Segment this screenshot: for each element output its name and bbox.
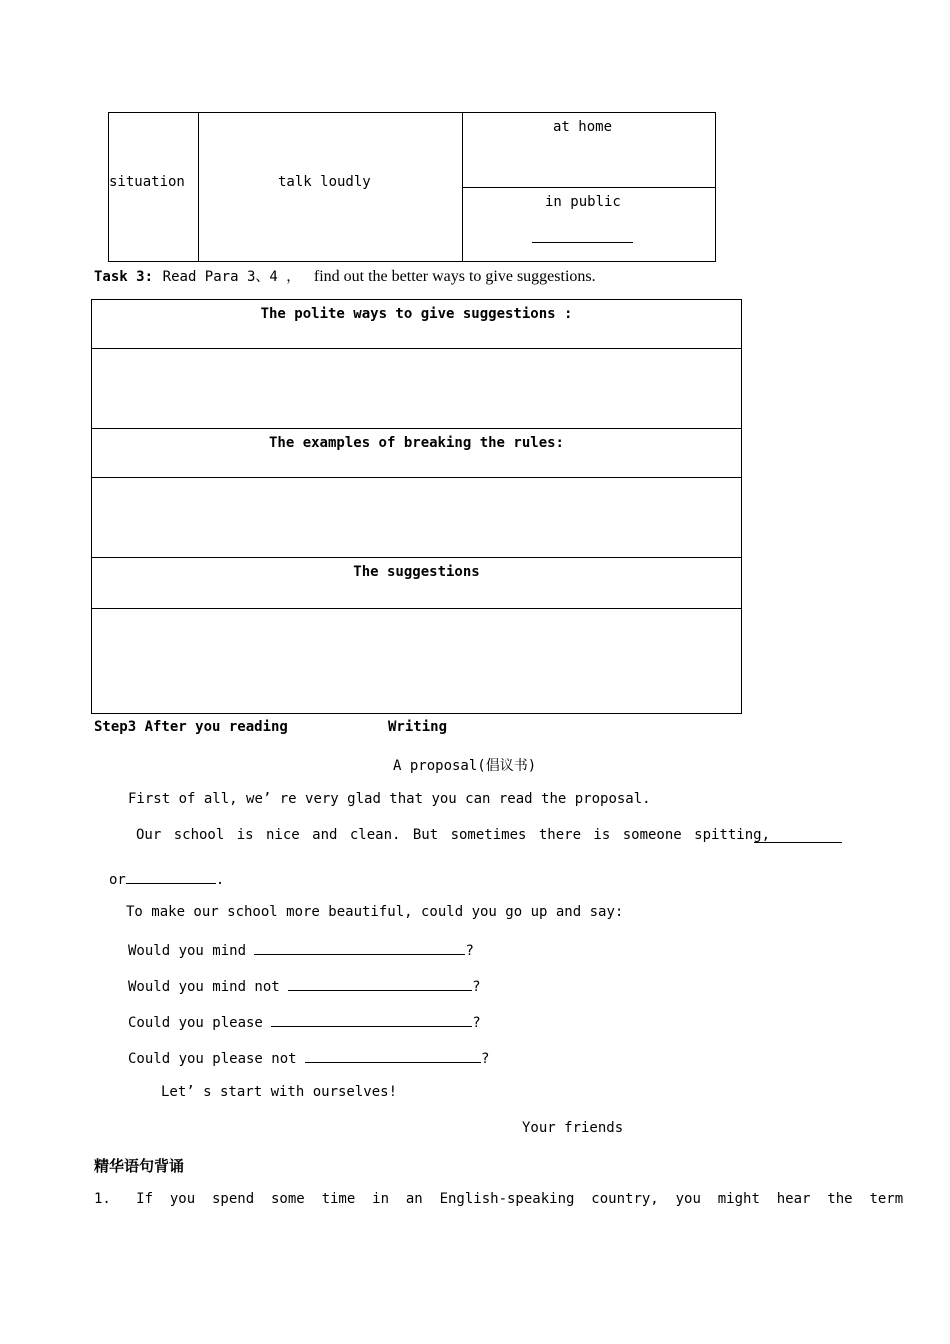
- question-1: [128, 940, 474, 959]
- question-1-mark: ?: [465, 943, 474, 959]
- proposal-title: A proposal(倡议书): [393, 758, 537, 774]
- question-4-text: Could you please not: [128, 1051, 297, 1067]
- question-2-mark: ?: [472, 979, 481, 995]
- examples-header-text: The examples of breaking the rules:: [268, 435, 564, 451]
- proposal-line-4-text: To make our school more beautiful, could you go up and: [126, 904, 582, 920]
- question-3-blank[interactable]: [271, 1012, 472, 1027]
- examples-answer[interactable]: [92, 478, 741, 558]
- question-4-mark: ?: [481, 1051, 490, 1067]
- question-2-blank[interactable]: [288, 976, 472, 991]
- situation-label: situation: [109, 174, 185, 190]
- spitting-blank[interactable]: [754, 827, 842, 843]
- proposal-line-1a: First of all, w: [128, 791, 255, 807]
- or-label: or: [109, 872, 126, 888]
- suggestions-answer[interactable]: [92, 609, 741, 713]
- question-2: [128, 976, 481, 995]
- home-label: at home: [553, 119, 613, 135]
- proposal-line-3: [109, 869, 224, 888]
- question-1-blank[interactable]: [254, 940, 465, 955]
- recite-heading: 精华语句背诵: [94, 1157, 185, 1175]
- task3-instruction: find out the better ways to give suggestions.: [313, 268, 596, 285]
- public-answer-blank[interactable]: [532, 242, 633, 243]
- question-2-text: Would you mind not: [128, 979, 280, 995]
- proposal-line-1b: e’ re very glad that you can read the proposal.: [254, 791, 651, 807]
- proposal-signature: Your friends: [522, 1120, 624, 1136]
- proposal-line-4-end: say:: [589, 904, 624, 920]
- situation-cell: [109, 113, 199, 261]
- or-blank[interactable]: [126, 869, 216, 884]
- task3-label: Task 3:: [94, 269, 154, 285]
- action-label: talk loudly: [278, 174, 371, 190]
- suggestions-header-text: The suggestions: [353, 564, 480, 580]
- suggestions-header: [92, 558, 741, 609]
- task3-instruction-mono: Read Para 3、4 ，: [162, 269, 301, 285]
- proposal-line-4: [126, 904, 623, 920]
- polite-ways-header: [92, 300, 741, 349]
- recite-sentence-1: 1. If you spend some time in an English-speaking country, you might hear the term: [94, 1191, 904, 1207]
- examples-header: [92, 429, 741, 478]
- question-3-mark: ?: [472, 1015, 481, 1031]
- question-1-text: Would you mind: [128, 943, 247, 959]
- proposal-line-1: [128, 791, 651, 807]
- question-4-blank[interactable]: [305, 1048, 481, 1063]
- polite-ways-answer[interactable]: [92, 349, 741, 429]
- action-cell: [198, 113, 463, 261]
- situation-table: [108, 112, 716, 262]
- proposal-line-2: Our school is nice and clean. But sometimes there is someone spitting,: [136, 827, 771, 843]
- suggestions-table: [91, 299, 742, 714]
- public-cell: [463, 188, 715, 261]
- question-3-text: Could you please: [128, 1015, 263, 1031]
- question-3: [128, 1012, 481, 1031]
- writing-label: Writing: [388, 719, 448, 735]
- polite-ways-header-text: The polite ways to give suggestions :: [260, 306, 573, 322]
- or-period: .: [215, 872, 225, 888]
- public-label: in public: [545, 194, 621, 210]
- task3-line: [94, 266, 596, 286]
- proposal-closing: Let’ s start with ourselves!: [161, 1084, 398, 1100]
- home-cell: [463, 113, 715, 188]
- step3-label: Step3 After you reading: [94, 719, 288, 735]
- question-4: [128, 1048, 489, 1067]
